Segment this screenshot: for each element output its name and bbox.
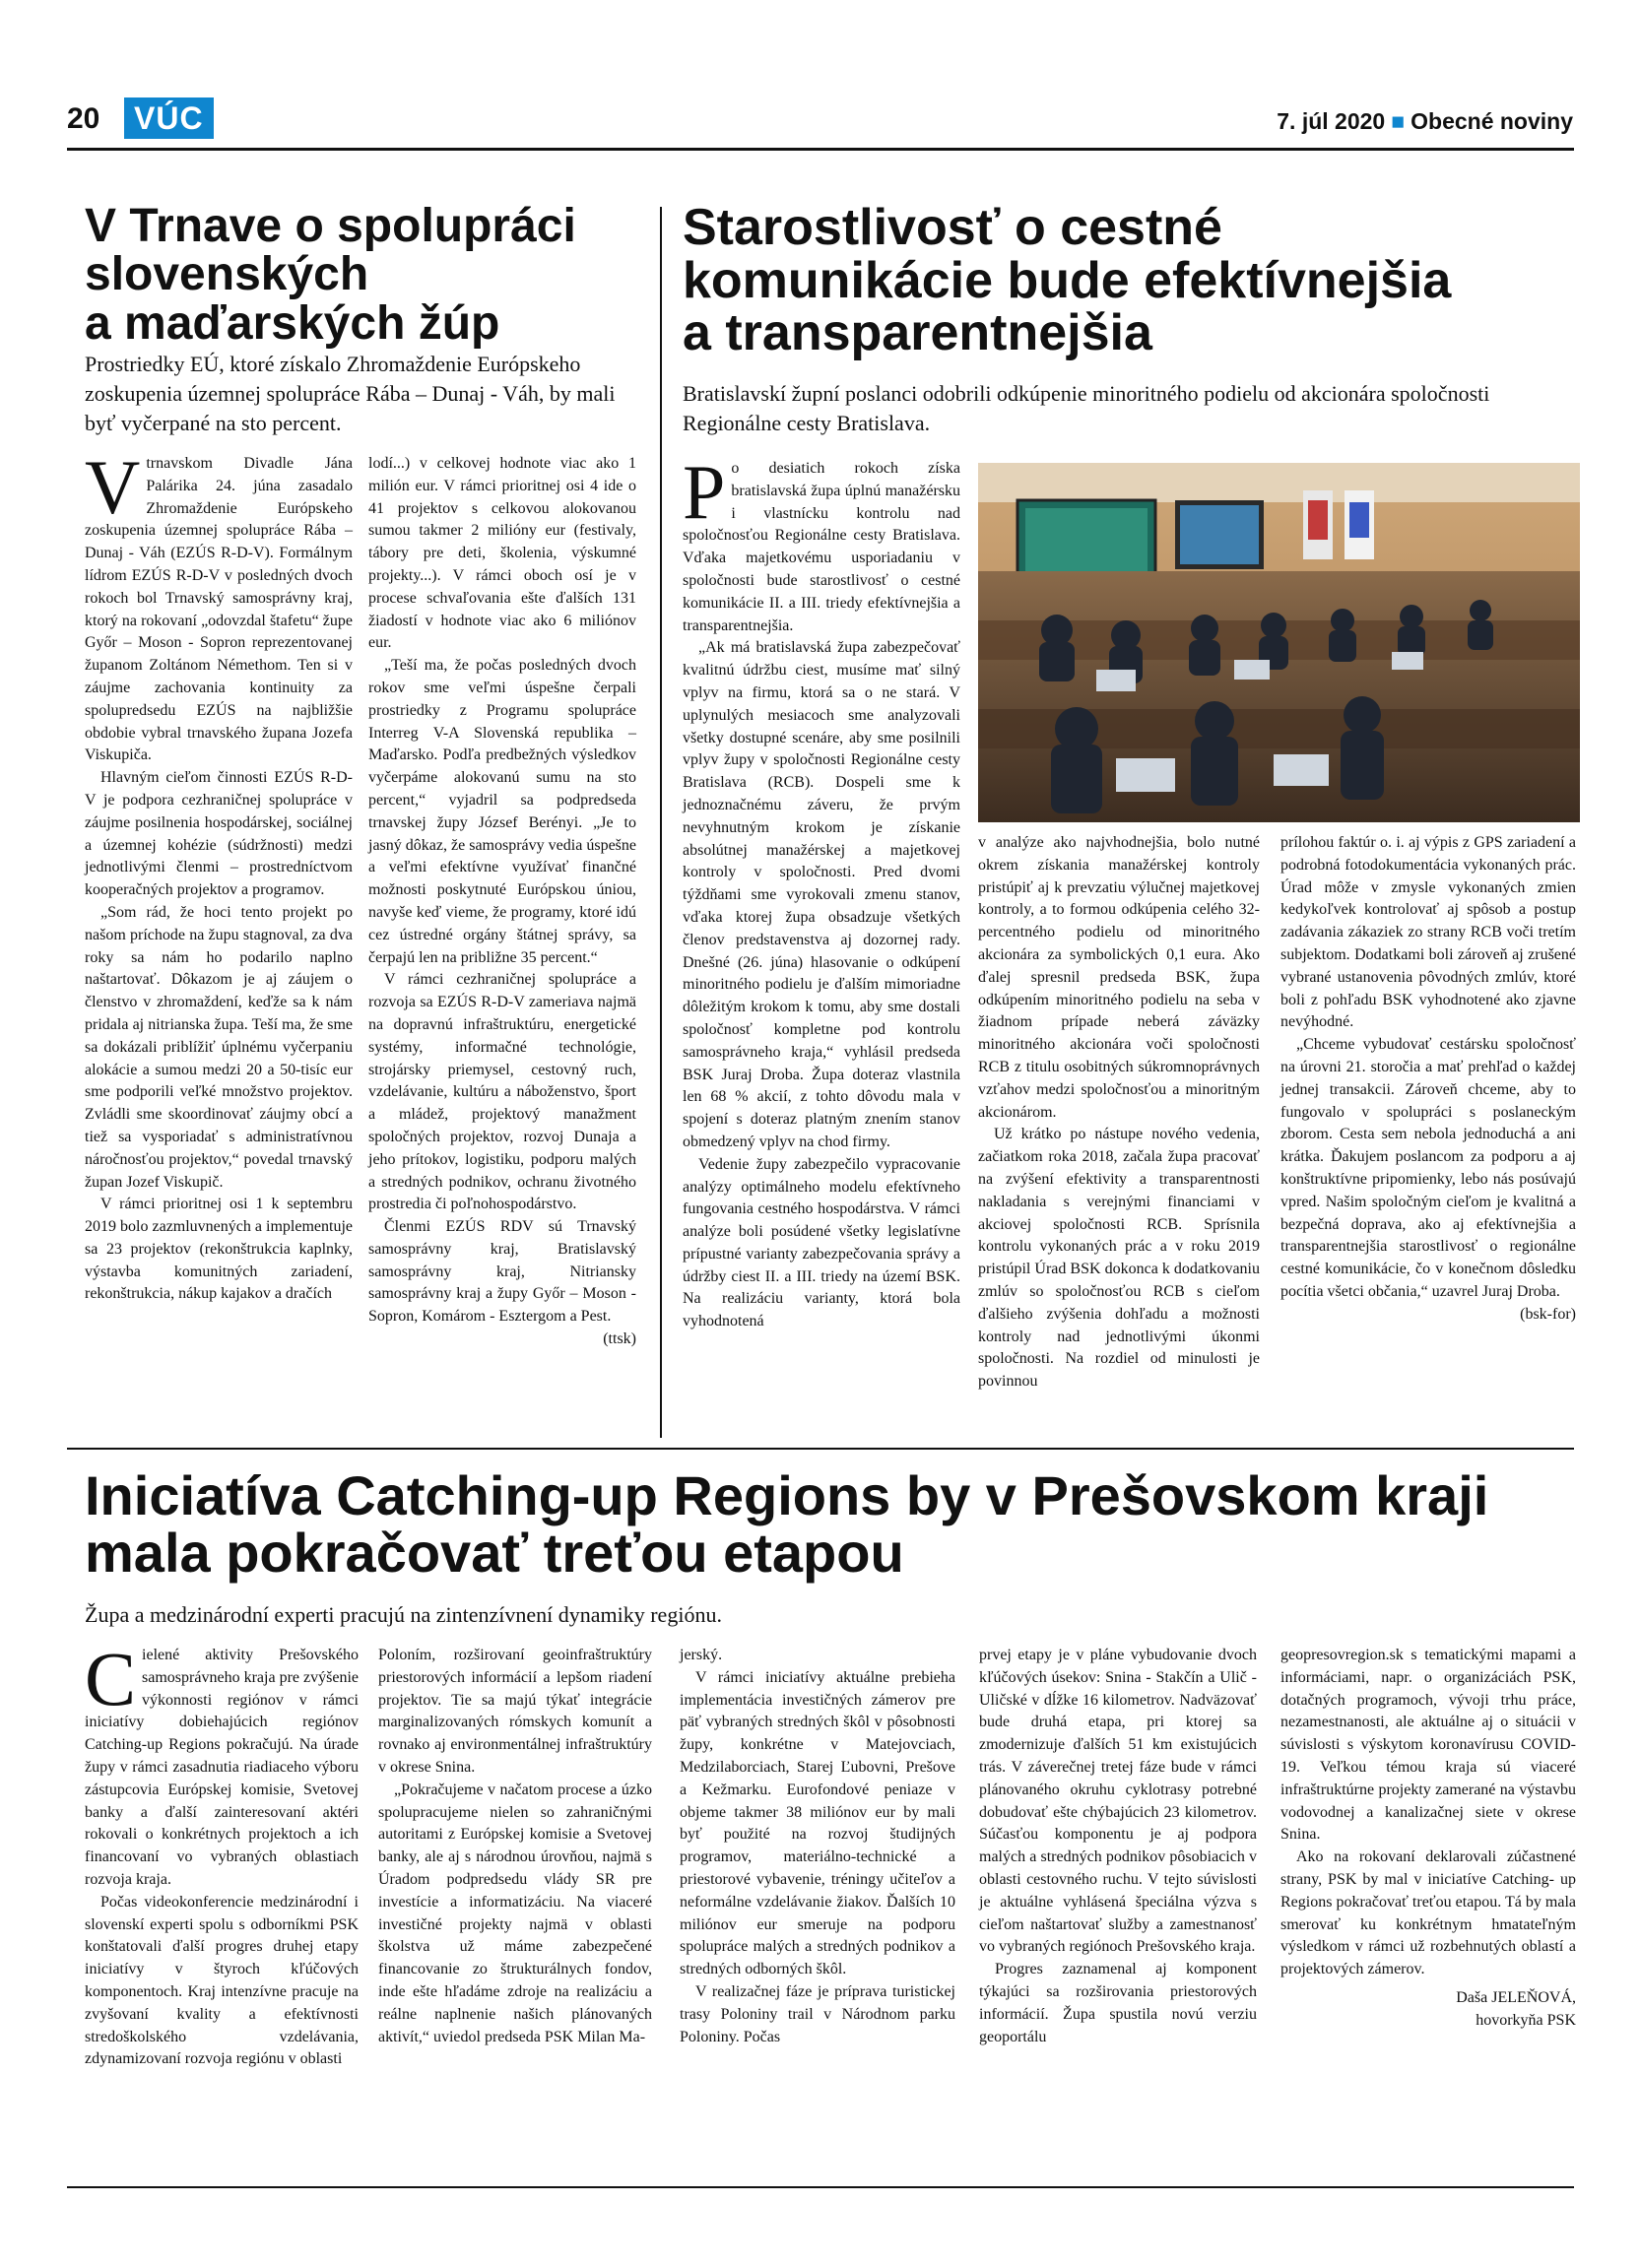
headline-line: V Trnave o spolupráci — [85, 200, 576, 252]
headline-line: Iniciatíva Catching-up Regions by v Prešovskom kraji — [85, 1464, 1489, 1526]
photo-illustration — [978, 463, 1580, 822]
article-headline — [85, 202, 636, 348]
headline-line: Starostlivosť o cestné — [683, 199, 1222, 256]
article-column — [1280, 1645, 1576, 2033]
paragraph: prvej etapy je v pláne vybudovanie dvoch kľúčových úsekov: Snina - Stakčín a Ulič - Uličské v dĺžke 16 kilometrov. Nadväzovať bude druhá etapa, pri ktorej sa zmodernizuje ďalších 51 km existujúcich trás. V záverečnej tretej fáze bude v rámci plánovaného okruhu cyklotrasy potrebné dobudovať ešte chýbajúcich 23 kilometrov. Súčasťou komponentu je aj podpora malých a stredných podnikov pôsobiacich v oblasti cestovného ruchu. V tejto súvislosti je aktuálne vyhlásená špeciálna výzva s cieľom naštartovať služby a zamestnanosť vo vybraných regiónoch Prešovského kraja. — [979, 1647, 1257, 1956]
paragraph: prílohou faktúr o. i. aj výpis z GPS zariadení a podrobná fotodokumentácia vykonaných prác. Úrad môže v zmysle vykonaných zmien kedykoľvek kontrolovať aj spôsob a postup zadávania zákaziek zo strany RCB voči tretím subjektom. Dodatkami boli zároveň aj zrušené vybrané ustanovenia pôvodných zmlúv, ktoré boli z pohľadu BSK vyhodnotené ako zjavne nevýhodné. — [1280, 834, 1576, 1031]
paragraph: lodí...) v celkovej hodnote viac ako 1 milión eur. V rámci prioritnej osi 4 ide o 41 projektov s celkovou alokovanou sumou takmer 2 milióny eur (festivaly, tábory pre deti, školenia, výskumné projekty...). V rámci oboch osí je v procese schvaľovania ešte ďalších 131 žiadostí v hodnote viac ako 6 miliónov eur. — [368, 455, 636, 652]
paragraph: ielené aktivity Prešovského samosprávneho kraja pre zvýšenie výkonnosti regiónov v rámci iniciatívy dobiehajúcich regiónov Catching-up Regions pokračujú. Na úrade župy v rámci zasadnutia riadiaceho výboru zástupcovia Európskej komisie, Svetovej banky a ďalší zainteresovaní aktéri rokovali o konkrétnych projektoch a ich financovaní vo vybraných oblastiach rozvoja kraja. — [85, 1647, 359, 1888]
publication-name: Obecné noviny — [1410, 108, 1573, 134]
headline-line: slovenských — [85, 248, 369, 301]
article-trnava — [85, 202, 636, 348]
column-divider — [660, 207, 662, 1438]
article-column — [979, 1645, 1257, 2048]
paragraph: Už krátko po nástupe nového vedenia, začiatkom roka 2018, začala župa pracovať na zvýšení efektivity a transparentnosti nakladania s verejnými financiami v akciovej spoločnosti RCB. Sprísnila kontrolu vykonaných prác a v roku 2019 pristúpil Úrad BSK dokonca k dodatkovaniu zmlúv so spoločnosťou RCB s cieľom ďalšieho zvýšenia dohľadu a možnosti kontroly nad jednotlivými úkonmi spoločnosti. Na rozdiel od minulosti je povinnou — [978, 1126, 1260, 1391]
paragraph: „Som rád, že hoci tento projekt po našom príchode na župu stagnoval, za dva roky sa nám ho podarilo naplno naštartovať. Dôkazom je aj záujem o členstvo v zhromaždení, keďže sa k nám pridala aj nitrianska župa. Teší ma, že sme sa dokázali priblížiť úplnému vyčerpaniu alokácie a sumou medzi 20 a 50-tisíc eur sme podporili veľké množstvo projektov. Zvládli sme skoordinovať záujmy obcí a tiež sa vysporiadať s administratívnou náročnosťou projektov,“ povedal trnavský župan Jozef Viskupič. — [85, 903, 353, 1191]
article-lead: Župa a medzinárodní experti pracujú na zintenzívnení dynamiky regiónu. — [85, 1602, 722, 1627]
paragraph: geopresovregion.sk s tematickými mapami a informáciami, napr. o organizáciách PSK, dotačných programoch, vývoji trhu práce, nezamestnanosti, ale aktuálne aj o situácii v súvislosti s výskytom koronavírusu COVID-19. Veľkou témou kraja sú viaceré infraštruktúrne projekty zamerané na výstavbu vodovodnej a kanalizačnej siete v okrese Snina. — [1280, 1647, 1576, 1844]
article-lead: Prostriedky EÚ, ktoré získalo Zhromaždenie Európskeho zoskupenia územnej spolupráce Rába – Dunaj - Váh, by mali byť vyčerpané na sto percent. — [85, 352, 616, 435]
article-lead: Bratislavskí župní poslanci odobrili odkúpenie minoritného podielu od akcionára spoločnosti Regionálne cesty Bratislava. — [683, 381, 1490, 435]
footer-rule — [67, 2186, 1574, 2188]
headline-line: komunikácie bude efektívnejšia — [683, 251, 1452, 309]
issue-date: 7. júl 2020 — [1277, 108, 1386, 134]
article-bsk — [683, 199, 1579, 362]
article-column — [683, 449, 960, 1333]
paragraph: „Chceme vybudovať cestársku spoločnosť na úrovni 21. storočia a mať prehľad o každej jednej transakcii. Zároveň chceme, aby to fungovalo v spolupráci s poslaneckým zborom. Cesta sem nebola jednoduchá a ani krátka. Ďakujem poslancom za podporu a aj konštruktívne pripomienky, lebo nás posúvajú vpred. Našim spoločným cieľom je kvalitná a bezpečná doprava, ako aj efektívnejšia a transparentnejšia starostlivosť o regionálne cestné komunikácie, čo v konečnom dôsledku pocítia všetci občania,“ uzavrel Juraj Droba. — [1280, 1036, 1576, 1300]
paragraph: o desiatich rokoch získa bratislavská župa úplnú manažérsku i vlastnícku kontrolu nad spoločnosťou Regionálne cesty Bratislava. Vďaka majetkovému usporiadaniu v spoločnosti bude starostlivosť o cestné komunikácie II. a III. triedy efektívnejšia a transparentnejšia. — [683, 460, 960, 634]
paragraph: V realizačnej fáze je príprava turistickej trasy Poloniny trail v Národnom parku Poloniny. Počas — [680, 1982, 955, 2045]
article-column — [85, 1636, 359, 2071]
article-column — [1280, 832, 1576, 1327]
council-meeting-photo — [978, 463, 1580, 822]
article-separator — [67, 1448, 1574, 1450]
article-signature: (bsk-for) — [1520, 1305, 1576, 1323]
paragraph: Ako na rokovaní deklarovali zúčastnené strany, PSK by mal v iniciatíve Catching- up Regions pokračovať treťou etapou. Tá by mala smerovať ku konkrétnym hmatateľným výsledkom v rámci už rozbehnutých oblastí a projektových zámerov. — [1280, 1848, 1576, 1978]
masthead-right — [1277, 108, 1573, 135]
article-column — [680, 1645, 955, 2048]
headline-line: a transparentnejšia — [683, 304, 1152, 362]
paragraph: Progres zaznamenal aj komponent týkajúci sa rozširovania priestorových informácií. Župa spustila novú verziu geoportálu — [979, 1961, 1257, 2045]
header-rule — [67, 148, 1574, 151]
drop-cap: P — [683, 449, 726, 535]
paragraph: „Teší ma, že počas posledných dvoch rokov sme veľmi úspešne čerpali prostriedky z Programu spolupráce Interreg V-A Slovenská republika – Maďarsko. Podľa predbežných výsledkov vyčerpáme alokovanú sumu na sto percent,“ vyjadril sa podpredseda trnavskej župy József Berényi. „Je to jasný dôkaz, že samosprávy vedia úspešne a veľmi efektívne využívať finančné možnosti poskytnuté Európskou úniou, navyše keď vieme, že programy, ktoré idú cez ústredné orgány štátnej správy, sa čerpajú len na približne 35 percent.“ — [368, 657, 636, 966]
article-signature: (ttsk) — [603, 1330, 636, 1348]
paragraph: „Ak má bratislavská župa zabezpečovať kvalitnú údržbu ciest, musíme mať silný vplyv na firmu, ktorá sa o ne stará. V uplynulých mesiacoch sme analyzovali všetky dostupné scenáre, aby sme posilnili vplyv župy v spoločnosti Regionálne cesty Bratislava (RCB). Dospeli sme k jednoznačnému záveru, že prvým nevyhnutným krokom je získanie absolútnej manažérskej a majetkovej kontroly v spoločnosti. Pred dvomi týždňami sme vyrokovali zmenu stanov, vďaka ktorej župa obsadzuje všetkých členov predstavenstva aj dozornej rady. Dnešné (26. júna) hlasovanie o odkúpení minoritného podielu je ďalším mimoriadne dôležitým krokom k tomu, aby sme dostali spoločnosť kompletne pod kontrolu samosprávneho kraja,“ vyhlásil predseda BSK Juraj Droba. Župa doteraz vlastnila len 68 % akcií, z tohto dôvodu mala v spojení s doteraz platným znením stanov obmedzený vplyv na chod firmy. — [683, 639, 960, 1150]
article-column — [978, 832, 1260, 1393]
paragraph: Poloním, rozširovaní geoinfraštruktúry priestorových informácií a lepšom riadení projektov. Tie sa majú týkať integrácie marginalizovaných rómskych komunít a rovnako aj environmentálnej infraštruktúry v okrese Snina. — [378, 1647, 652, 1776]
headline-line: mala pokračovať treťou etapou — [85, 1521, 904, 1584]
paragraph: „Pokračujeme v načatom procese a úzko spolupracujeme nielen so zahraničnými autoritami z Európskej komisie a Svetovej banky, ale aj s národnou úrovňou, najmä s Úradom podpredsedu vlády SR pre investície a informatizáciu. Na viaceré investičné projekty najmä v oblasti školstva už máme zabezpečené financovanie zo štrukturálnych fondov, inde ešte hľadáme zdroje na realizáciu a reálne naplnenie našich plánovaných aktivít,“ uviedol predseda PSK Milan Ma- — [378, 1781, 652, 2045]
paragraph: Hlavným cieľom činnosti EZÚS R-D-V je podpora cezhraničnej spolupráce v záujme posilnenia hospodárskej, sociálnej a územnej kohézie (súdržnosti) medzi jednotlivými členmi – prostredníctvom kooperačných projektov a programov. — [85, 769, 353, 899]
headline-line: a maďarských žúp — [85, 296, 500, 350]
paragraph: Vedenie župy zabezpečilo vypracovanie analýzy optimálneho modelu efektívneho fungovania cestného hospodárstva. V rámci analýze boli posúdené všetky legislatívne prípustné varianty zabezpečovania správy a údržby ciest II. a III. triedy na území BSK. Na realizáciu varianty, ktorá bola vyhodnotená — [683, 1155, 960, 1330]
page-number: 20 — [67, 102, 100, 135]
article-headline — [85, 1464, 1572, 1584]
author-name: Daša JELEŇOVÁ, — [1456, 1988, 1576, 2006]
paragraph: V rámci cezhraničnej spolupráce a rozvoja sa EZÚS R-D-V zameriava najmä na dopravnú infraštruktúru, energetické systémy, informačné technológie, strojársky priemysel, cestovný ruch, vzdelávanie, kultúru a náboženstvo, šport a mládež, projektový manažment spoločných projektov, rozvoj Dunaja a jeho prítokov, logistiku, podporu malých a stredných podnikov, ochranu životného prostredia či poľnohospodárstvo. — [368, 971, 636, 1213]
section-badge: VÚC — [124, 97, 214, 139]
paragraph: v analýze ako najvhodnejšia, bolo nutné okrem získania manažérskej kontroly pristúpiť aj k prevzatiu výlučnej majetkovej kontroly, a to formou odkúpenia celého 32-percentného podielu od minoritného akcionára za symbolických 0,1 eura. Ako ďalej spresnil predseda BSK, župa odkúpením minoritného podielu na seba v žiadnom prípade neberá záväzky minoritného akcionára voči spoločnosti RCB z titulu osobitných súkromnoprávnych vzťahov medzi spoločnosťou a minoritným akcionárom. — [978, 834, 1260, 1121]
paragraph: Počas videokonferencie medzinárodní i slovenskí experti spolu s odborníkmi PSK konštatovali ďalší progres druhej etapy iniciatívy v štyroch kľúčových komponentoch. Kraj intenzívne pracuje na zvyšovaní kvality a efektívnosti stredoškolského vzdelávania, zdynamizovaní rozvoja regiónu v oblasti — [85, 1893, 359, 2068]
paragraph: Členmi EZÚS RDV sú Trnavský samosprávny kraj, Bratislavský samosprávny kraj, Nitriansky samosprávny kraj a župy Győr – Moson - Sopron, Komárom - Esztergom a Pest. — [368, 1218, 636, 1326]
article-column — [378, 1645, 652, 2048]
article-column — [368, 453, 636, 1351]
paragraph: trnavskom Divadle Jána Palárika 24. júna zasadalo Zhromaždenie Európskeho zoskupenia územnej spolupráce Rába – Dunaj - Váh (EZÚS R-D-V). Formálnym lídrom EZÚS R-D-V v posledných dvoch rokoch bol Trnavský samosprávny kraj, ktorý na rokovaní „odovzdal štafetu“ župe Győr – Moson - Sopron reprezentovanej županom Zoltánom Némethom. Ten si v záujme zachovania kontinuity za spolupredsedu EZÚS na najbližšie obdobie vybral trnavského župana Jozefa Viskupiča. — [85, 455, 353, 764]
paragraph: jerský. — [680, 1647, 723, 1663]
article-presov — [85, 1464, 1572, 1584]
drop-cap: C — [85, 1636, 137, 1721]
paragraph: V rámci iniciatívy aktuálne prebieha implementácia investičných zámerov pre päť vybraných stredných škôl v pôsobnosti župy, konkrétne v Matejovciach, Medzilaborciach, Starej Ľubovni, Prešove a Kežmarku. Eurofondové peniaze v objeme takmer 38 miliónov eur by mali byť použité na rozvoj študijných programov, materiálno-technické a priestorové vybavenie, tréningy učiteľov a neformálne vzdelávanie žiakov. Ďalších 10 miliónov eur smeruje na podporu spolupráce malých a stredných podnikov a stredných odborných škôl. — [680, 1668, 955, 1978]
separator-dot-icon: ■ — [1391, 108, 1406, 134]
drop-cap: V — [85, 444, 141, 530]
article-headline — [683, 199, 1579, 362]
author-role: hovorkyňa PSK — [1476, 2011, 1576, 2029]
paragraph: V rámci prioritnej osi 1 k septembru 2019 bolo zazmluvnených a implementuje sa 23 projektov (rekonštrukcia kaplnky, výstavba komunitných zariadení, rekonštrukcia, nákup kajakov a dračích — [85, 1196, 353, 1303]
article-column — [85, 444, 353, 1306]
